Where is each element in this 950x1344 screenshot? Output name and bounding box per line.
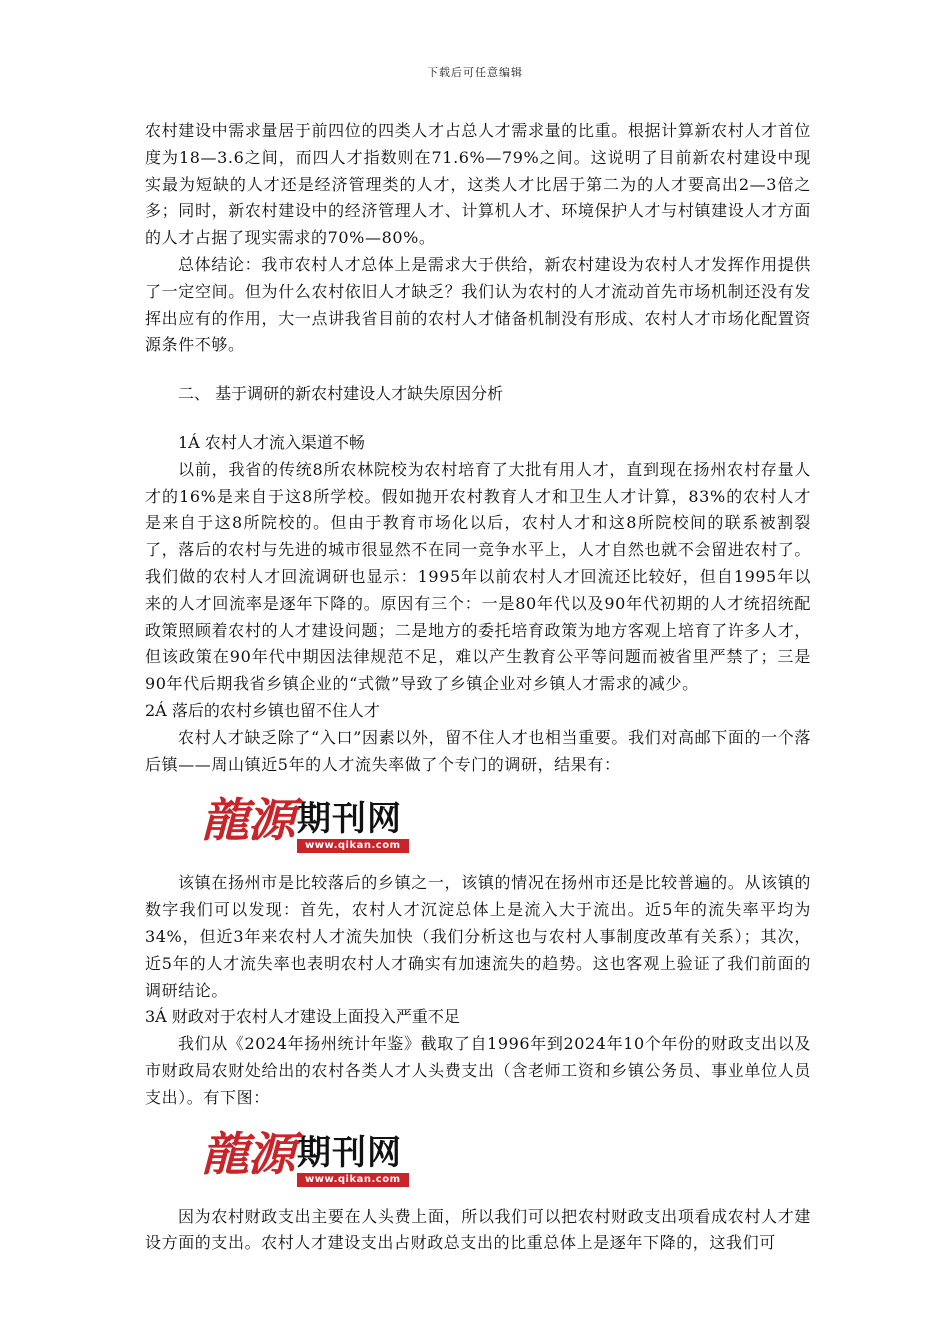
logo-name: 期刊网 <box>297 1132 402 1173</box>
section-heading-2: 二、 基于调研的新农村建设人才缺失原因分析 <box>178 384 504 404</box>
paragraph-4: 农村人才缺乏除了“入口”因素以外，留不住人才也相当重要。我们对高邮下面的一个落后镇——周山镇近5年的人才流失率做了个专门的调研，结果有： <box>145 727 811 774</box>
page-header-note: 下载后可任意编辑 <box>427 66 523 79</box>
paragraph-7: 因为农村财政支出主要在人头费上面，所以我们可以把农村财政支出项看成农村人才建设方面的支出。农村人才建设支出占财政总支出的比重总体上是逐年下降的，这我们可 <box>145 1206 811 1253</box>
paragraph-5: 该镇在扬州市是比较落后的乡镇之一，该镇的情况在扬州市还是比较普遍的。从该镇的数字我们可以发现：首先，农村人才沉淀总体上是流入大于流出。近5年的流失率平均为34%，但近3年来农村人才流失加快（我们分析这也与农村人事制度改革有关系）；其次，近5年的人才流失率也表明农村人才确实有加速流失的趋势。这也客观上验证了我们前面的调研结论。 <box>145 873 811 1000</box>
paragraph-6: 我们从《2024年扬州统计年鉴》截取了自1996年到2024年10个年份的财政支出以及市财政局农财处给出的农村各类人才人头费支出（含老师工资和乡镇公务员、事业单位人员支出）。有下图： <box>145 1034 811 1107</box>
document-body <box>145 118 811 1257</box>
paragraph-1: 农村建设中需求量居于前四位的四类人才占总人才需求量的比重。根据计算新农村人才首位度为18—3.6之间，而四人才指数则在71.6%—79%之间。这说明了目前新农村建设中现实最为短缺的人才还是经济管理类的人才，这类人才比居于第二为的人才要高出2—3倍之多；同时，新农村建设中的经济管理人才、计算机人才、环境保护人才与村镇建设人才方面的人才占据了现实需求的70%—80%。 <box>145 121 811 248</box>
logo-url: www.qikan.com <box>297 839 409 853</box>
logo-image-1 <box>145 782 811 866</box>
subheading-1: 1Á 农村人才流入渠道不畅 <box>178 432 365 452</box>
subheading-3: 3Á 财政对于农村人才建设上面投入严重不足 <box>145 1007 460 1027</box>
logo-image-2 <box>145 1116 811 1200</box>
paragraph-3: 以前，我省的传统8所农林院校为农村培育了大批有用人才，直到现在扬州农村存量人才的16%是来自于这8所学校。假如抛开农村教育人才和卫生人才计算，83%的农村人才是来自于这8所院校的。但由于教育市场化以后，农村人才和这8所院校间的联系被割裂了，落后的农村与先进的城市很显然不在同一竞争水平上，人才自然也就不会留进农村了。我们做的农村人才回流调研也显示：1995年以前农村人才回流还比较好，但自1995年以来的人才回流率是逐年下降的。原因有三个：一是80年代以及90年代初期的人才统招统配政策照顾着农村的人才建设问题；二是地方的委托培育政策为地方客观上培育了许多人才，但该政策在90年代中期因法律规范不足，难以产生教育公平等问题而被省里严禁了；三是90年代后期我省乡镇企业的“式微”导致了乡镇企业对乡镇人才需求的减少。 <box>145 459 811 694</box>
logo-calligraphy: 龍源 <box>200 1126 294 1181</box>
logo-name: 期刊网 <box>297 799 402 840</box>
paragraph-conclusion: 总体结论：我市农村人才总体上是需求大于供给，新农村建设为农村人才发挥作用提供了一定空间。但为什么农村依旧人才缺乏？我们认为农村的人才流动首先市场机制还没有发挥出应有的作用，大一点讲我省目前的农村人才储备机制没有形成、农村人才市场化配置资源条件不够。 <box>145 254 811 355</box>
logo-url: www.qikan.com <box>297 1173 409 1187</box>
longyuan-logo <box>200 1126 409 1187</box>
logo-calligraphy: 龍源 <box>200 793 294 848</box>
longyuan-logo <box>200 793 409 853</box>
subheading-2: 2Á 落后的农村乡镇也留不住人才 <box>145 700 380 720</box>
